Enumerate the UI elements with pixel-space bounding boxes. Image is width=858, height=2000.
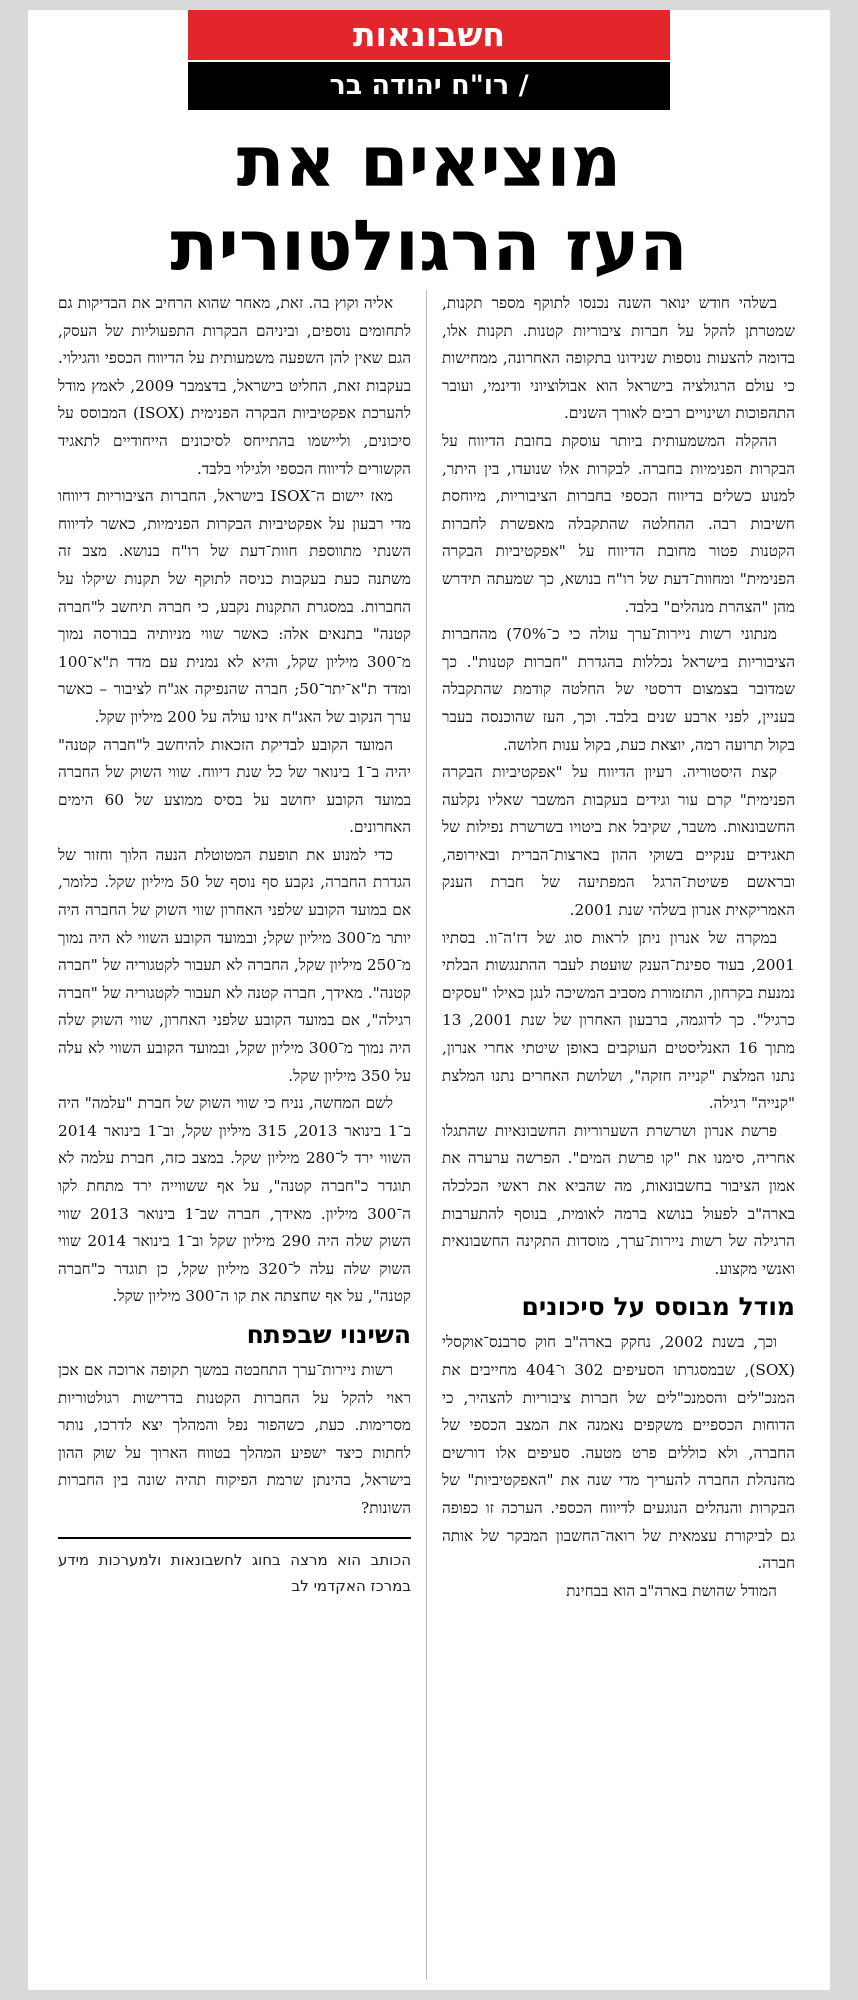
paragraph: פרשת אנרון ושרשרת השערוריות החשבונאיות שהתגלו אחריה, סימנו את "קו פרשת המים". הפרשה ערערה את אמון הציבור בחשבונאות, מה שהביא את ראשי הכלכלה בארה"ב לפעול בנושא ברמה לאומית, בנוסף להתערבות הרגילה של רשות ניירות־ערך, מוסדות התקינה החשבונאית ואנשי מקצוע. — [442, 1121, 795, 1278]
article-headline — [68, 120, 790, 288]
paragraph: קצת היסטוריה. רעיון הדיווח על "אפקטיביות הבקרה הפנימית" קרם עור וגידים בעקבות המשבר שאליו נקלעה החשבונאות. משבר, שקיבל את ביטויו בשרשרת נפילות של תאגידים ענקיים בשוקי ההון בארצות־הברית ובאירופה, ובראשם פשיטת־הרגל המפתיעה של חברת הענק האמריקאית אנרון בשלהי שנת 2001. — [442, 763, 795, 920]
paragraph: בשלהי חודש ינואר השנה נכנסו לתוקף מספר תקנות, שמטרתן להקל על חברות ציבוריות קטנות. תקנות אלו, בדומה להצעות נוספות שנידונו בתקופה האחרונה, ממחישות כי עולם הרגולציה בישראל הוא אבולוציוני ודינמי, ועובר התהפוכות ושינויים רבים לאורך השנים. — [442, 294, 795, 423]
paragraph: אליה וקוץ בה. זאת, מאחר שהוא הרחיב את הבדיקות גם לתחומים נוספים, וביניהם הבקרות התפעוליות של העסק, הגם שאין להן השפעה משמעותית על הדיווח הכספי והגילוי. בעקבות זאת, החליט בישראל, בדצמבר 2009, לאמץ מודל להערכת אפקטיביות הבקרה הפנימית (ISOX) המבוסס על סיכונים, וליישמו בהתייחס לסיכונים הייחודיים לתאגיד הקשורים לדיווח הכספי ולגילוי בלבד. — [58, 294, 411, 478]
headline-line-2: העז הרגולטורית — [170, 205, 688, 287]
paragraph: מאז יישום ה־ISOX בישראל, החברות הציבוריות דיווחו מדי רבעון על אפקטיביות הבקרות הפנימיות, כאשר לדיווח השנתי מתווספת חוות־דעת של רו"ח בנושא. מצב זה משתנה כעת בעקבות כניסה לתוקף של תקנות שיקלו על החברות. במסגרת התקנות נקבע, כי חברה תיחשב ל"חברה קטנה" בתנאים אלה: כאשר שווי מניותיה בבורסה נמוך מ־300 מיליון שקל, והיא לא נמנית עם מדד ת"א־100 ומדד ת"א־יתר־50; חברה שהנפיקה אג"ח לציבור – כאשר ערך הנקוב של האג"ח אינו עולה על 200 מיליון שקל. — [58, 487, 411, 726]
paragraph: לשם המחשה, נניח כי שווי השוק של חברת "עלמה" היה ב־1 בינואר 2013, 315 מיליון שקל, וב־1 בינואר 2014 השווי ירד ל־280 מיליון שקל. במצב כזה, חברת עלמה לא תוגדר כ"חברה קטנה", על אף ששווייה ירד מתחת לקו ה־300 מיליון. מאידך, חברה שב־1 בינואר 2013 שווי השוק שלה היה 290 מיליון שקל וב־1 בינואר 2014 שווי השוק שלה עלה ל־320 מיליון שקל, כן תוגדר כ"חברה קטנה", על אף שחצתה את קו ה־300 מיליון שקל. — [58, 1094, 411, 1306]
paragraph: מנתוני רשות ניירות־ערך עולה כי כ־70%) מהחברות הציבוריות בישראל נכללות בהגדרת "חברות קטנות". כך שמדובר בצמצום דרסטי של החלטה קודמת שהתקבלה בעניין, לפני ארבע שנים בלבד. וכך, העז שהוכנסה בעבר בקול תרועה רמה, יוצאת כעת, בקול ענות חלושה. — [442, 625, 795, 754]
paragraph: רשות ניירות־ערך התחבטה במשך תקופה ארוכה אם אכן ראוי להקל על החברות הקטנות בדרישות רגולטוריות מסרימות. כעת, כשהפור נפל והמהלך יצא לדרכו, נותר לחתות כיצד ישפיע המהלך בטווח הארוך על שוק ההון בישראל, בהינתן שרמת הפיקוח תהיה שונה בין החברות השונות? — [58, 1360, 411, 1517]
paragraph: במקרה של אנרון ניתן לראות סוג של דז'ה־וו. בסתיו 2001, בעוד ספינת־הענק שועטת לעבר ההתנגשות הבלתי נמנעת בקרחון, התזמורת מסביב המשיכה לנגן כאילו "עסקים כרגיל". כך לדוגמה, ברבעון האחרון של שנת 2001, 13 מתוך 16 האנליסטים העוקבים באופן שיטתי אחרי אנרון, נתנו המלצת "קנייה חזקה", ושלושת האחרים נתנו המלצת "קנייה" רגילה. — [442, 928, 795, 1113]
article-page — [28, 10, 830, 1990]
footnote-divider — [58, 1537, 411, 1539]
paragraph: וכך, בשנת 2002, נחקק בארה"ב חוק סרבנס־אוקסלי (SOX), שבמסגרתו הסעיפים 302 ו־404 מחייבים את המנכ"לים והסמנכ"לים של חברות ציבוריות להצהיר, כי הדוחות הכספיים משקפים נאמנה את המצב הכספי של החברה, ולא כוללים פרט מטעה. סעיפים אלו דורשים מהנהלת החברה להעריך מדי שנה את "האפקטיביות" של הבקרות והנהלים הנוגעים לדיווח הכספי. הערכה זו כפופה גם לביקורת עצמאית של רואה־החשבון המבקר של אותה חברה. — [442, 1333, 795, 1573]
column-divider — [426, 290, 427, 1980]
author-footnote: הכותב הוא מרצה בחוג לחשבונאות ולמערכות מידע במרכז האקדמי לב — [58, 1550, 411, 1595]
headline-line-1: מוציאים את — [236, 121, 622, 203]
subheading-risk-model: מודל מבוסס על סיכונים — [521, 1292, 795, 1322]
paragraph: כדי למנוע את תופעת המטוטלת הנעה הלוך וחזור של הגדרת החברה, נקבע סף נוסף של 50 מיליון שקל. כלומר, אם במועד הקובע שלפני האחרון שווי השוק של החברה היה יותר מ־300 מיליון שקל; ובמועד הקובע השווי לא היה נמוך מ־250 מיליון שקל, החברה לא תעבור לקטגוריה של "חברה קטנה". מאידך, חברה קטנה לא תעבור לקטגוריה של "חברה רגילה", אם במועד הקובע שלפני האחרון, שווי השוק שלה היה נמוך מ־300 מיליון שקל, ובמועד הקובע השווי לא עלה על 350 מיליון שקל. — [58, 845, 411, 1085]
paragraph: המודל שהושת בארה"ב הוא בבחינת — [566, 1581, 777, 1600]
subheading-upcoming-change: השינוי שבפתח — [246, 1319, 411, 1349]
paragraph: ההקלה המשמעותית ביותר עוסקת בחובת הדיווח על הבקרות הפנימיות בחברה. לבקרות אלו שנועדו, בין היתר, למנוע כשלים בדיווח הכספי בחברות הציבוריות, מיוחסת חשיבות רבה. ההחלטה שהתקבלה מאפשרת לחברות הקטנות פטור מחובת הדיווח על "אפקטיביות הבקרה הפנימית" ומחוות־דעת של רו"ח בנושא, כך שמעתה תידרש מהן "הצהרת מנהלים" בלבד. — [442, 431, 795, 616]
paragraph: המועד הקובע לבדיקת הזכאות להיחשב ל"חברה קטנה" יהיה ב־1 בינואר של כל שנת דיווח. שווי השוק של החברה במועד הקובע יחושב על בסיס ממוצע של 60 הימים האחרונים. — [58, 735, 411, 837]
author-byline: / רו"ח יהודה בר — [188, 62, 670, 110]
article-column-left — [58, 290, 411, 1980]
section-label: חשבונאות — [188, 10, 670, 60]
article-column-right — [442, 290, 795, 1980]
